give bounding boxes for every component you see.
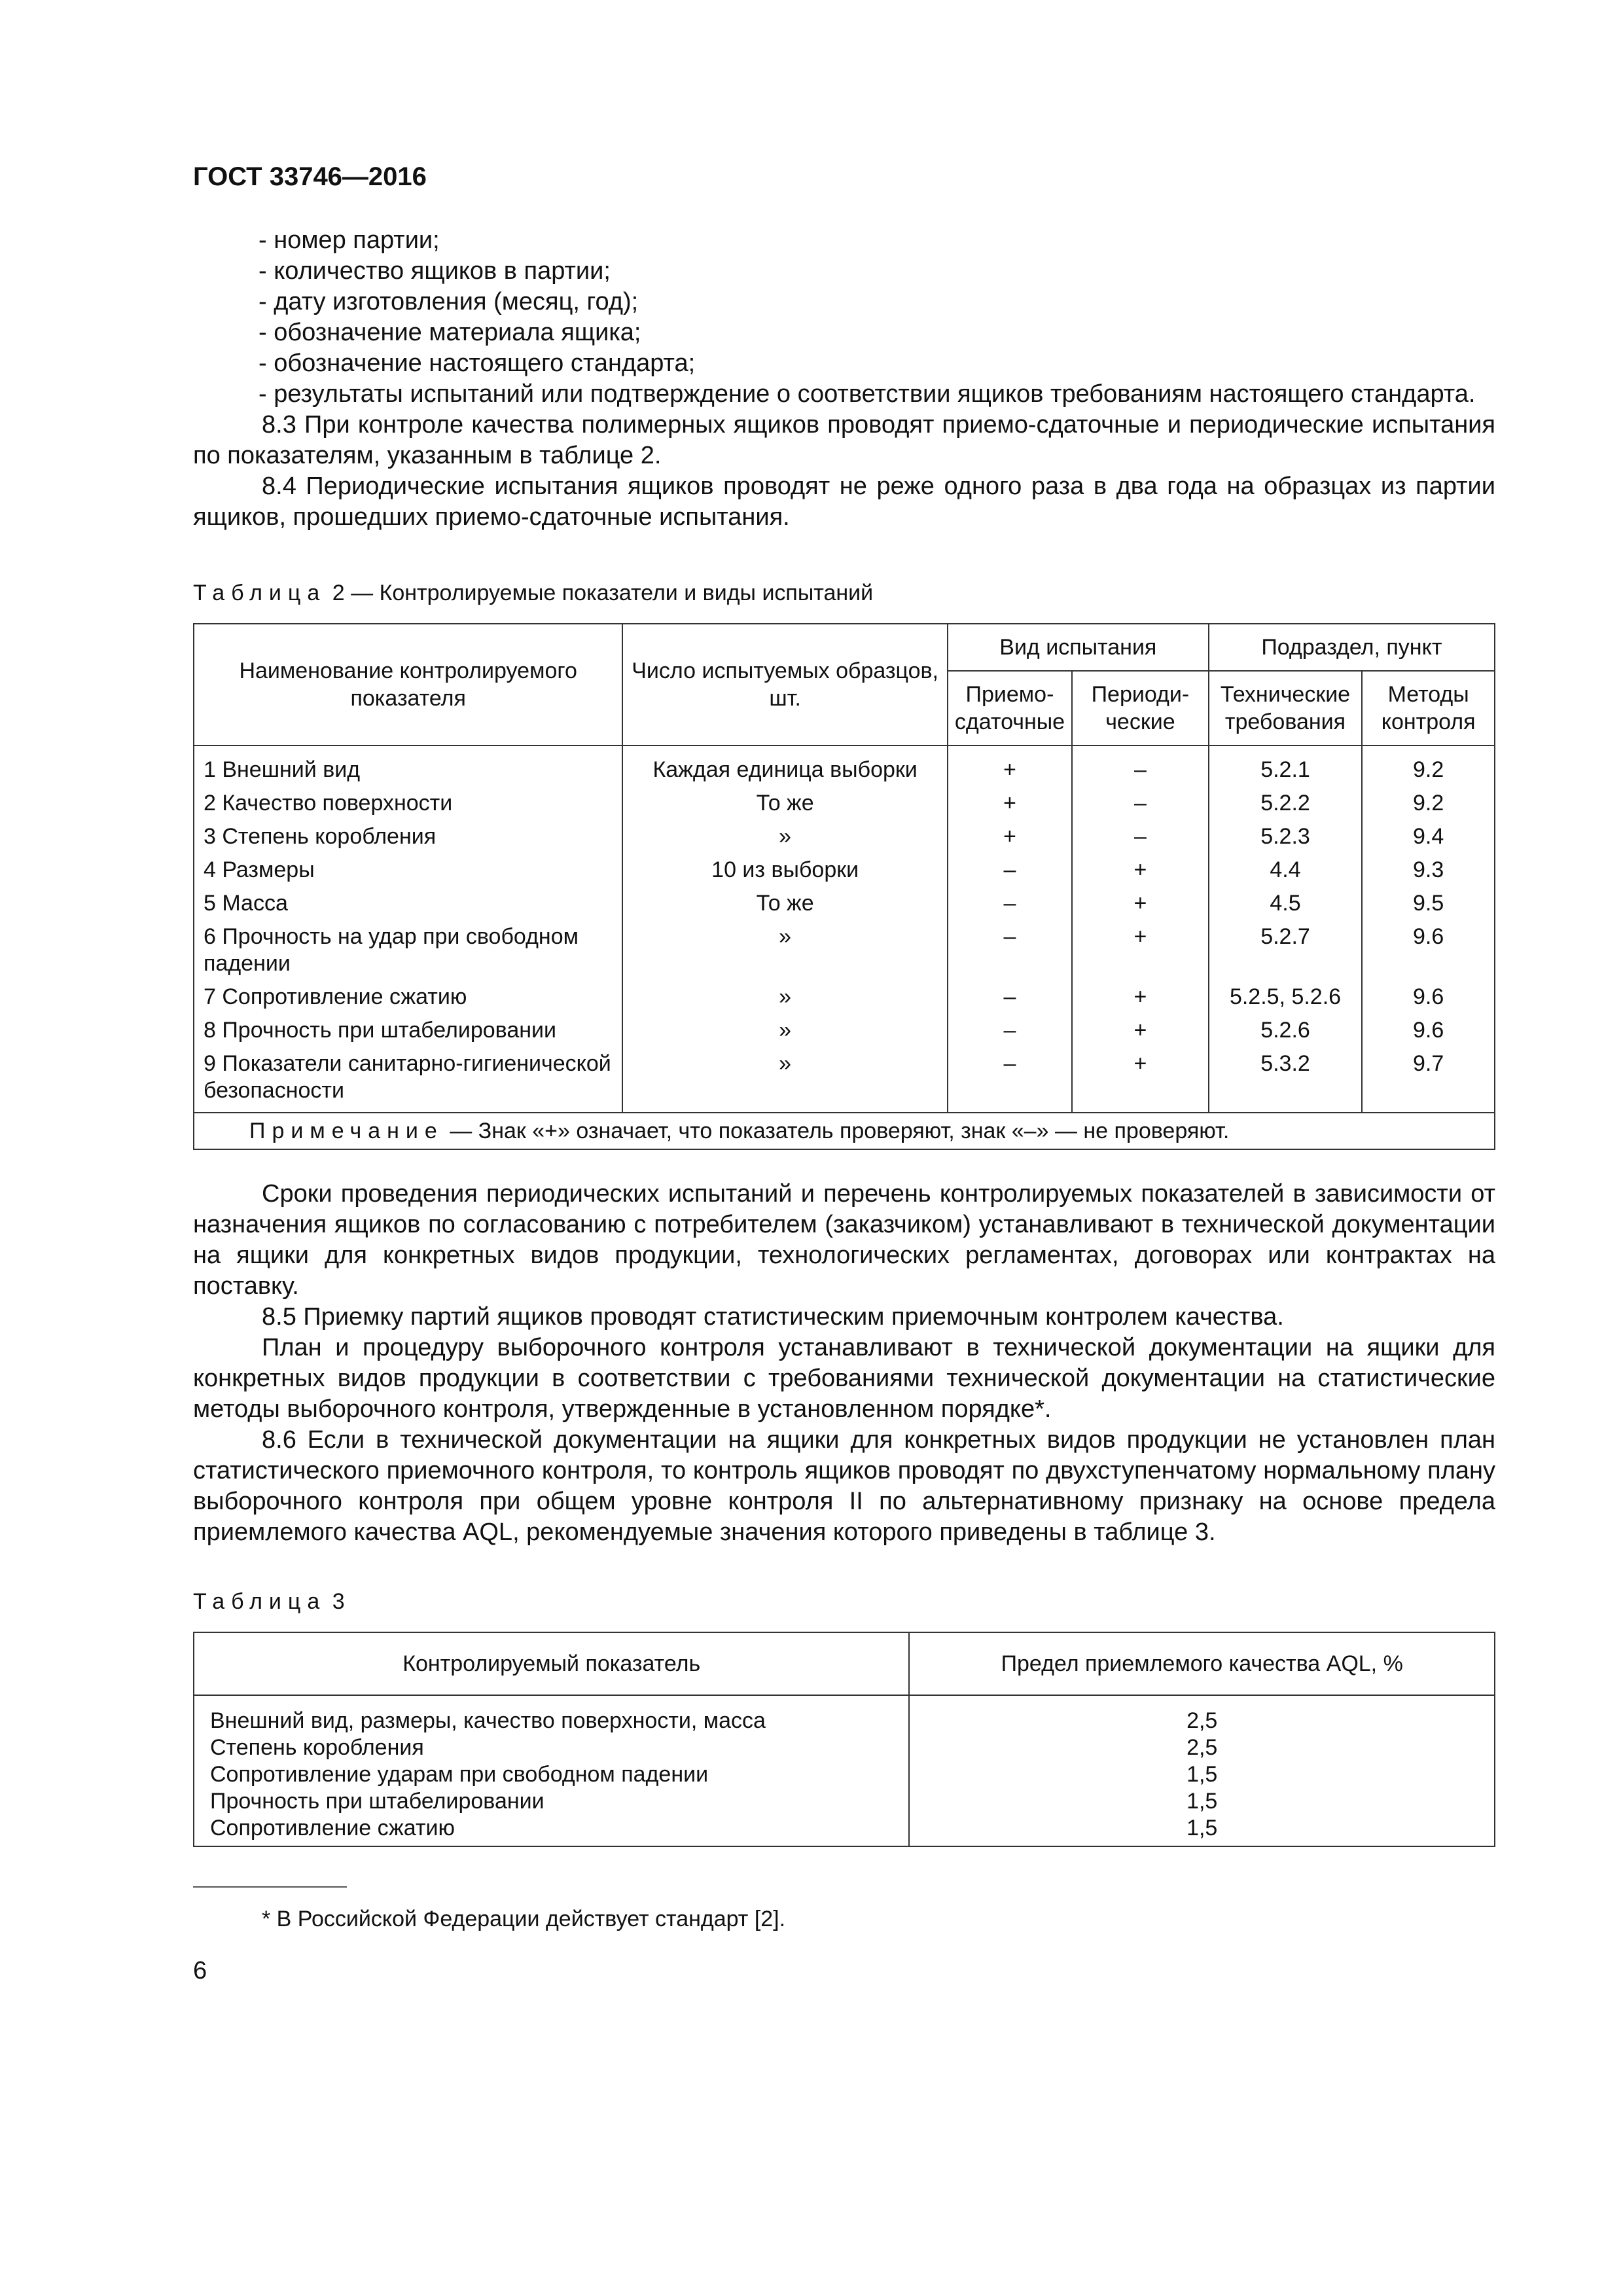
- intro-list: [193, 225, 1495, 410]
- row-count-cell: 10 из выборки: [622, 853, 948, 887]
- indicator-item: Внешний вид, размеры, качество поверхности, масса: [210, 1708, 766, 1733]
- paragraph-plan: План и процедуру выборочного контроля устанавливают в технической документации на ящики для конкретных видов продукции в соответствии с требованиями технической документации на статистические методы выборочного контроля, утвержденные в установленном порядке*.: [193, 1334, 1495, 1423]
- row-acceptance-cell: –: [948, 887, 1072, 920]
- col-header-indicator: Контролируемый показатель: [194, 1632, 909, 1695]
- row-name-cell: 8 Прочность при штабелировании: [194, 1014, 622, 1047]
- table-row: [194, 1014, 1495, 1047]
- col-header-methods: Методы контроля: [1362, 671, 1495, 745]
- row-methods-cell: 9.2: [1362, 787, 1495, 820]
- table-row: [194, 980, 1495, 1014]
- row-acceptance-cell: +: [948, 820, 1072, 853]
- row-periodic-cell: +: [1072, 920, 1209, 980]
- col-header-section: Подраздел, пункт: [1209, 624, 1495, 671]
- row-methods-cell: 9.5: [1362, 887, 1495, 920]
- row-methods-cell: 9.3: [1362, 853, 1495, 887]
- aql-value: 2,5: [1186, 1735, 1218, 1760]
- row-periodic-cell: +: [1072, 887, 1209, 920]
- row-name-cell: 3 Степень коробления: [194, 820, 622, 853]
- paragraph-8-6: 8.6 Если в технической документации на ящики для конкретных видов продукции не установлен план статистического приемочного контроля, то контроль ящиков проводят по двухступенчатому нормальному плану выборочного контроля при общем уровне контроля II по альтернативному признаку на основе предела приемлемого качества AQL, рекомендуемые значения которого приведены в таблице 3.: [193, 1426, 1495, 1546]
- row-count-cell: Каждая единица выборки: [622, 745, 948, 787]
- col-header-acceptance: Приемо-сдаточные: [948, 671, 1072, 745]
- table-3: [193, 1632, 1495, 1847]
- row-tech-req-cell: 5.3.2: [1209, 1047, 1363, 1113]
- row-name-cell: 5 Масса: [194, 887, 622, 920]
- row-count-cell: »: [622, 820, 948, 853]
- row-periodic-cell: –: [1072, 820, 1209, 853]
- row-count-cell: »: [622, 1047, 948, 1113]
- list-item: - результаты испытаний или подтверждение о соответствии ящиков требованиям настоящего стандарта.: [259, 380, 1476, 408]
- table-row: [194, 820, 1495, 853]
- row-methods-cell: 9.6: [1362, 920, 1495, 980]
- col-header-aql: Предел приемлемого качества AQL, %: [909, 1632, 1495, 1695]
- row-name-cell: 6 Прочность на удар при свободном падении: [194, 920, 622, 980]
- row-name-cell: 4 Размеры: [194, 853, 622, 887]
- row-tech-req-cell: 5.2.7: [1209, 920, 1363, 980]
- row-name-cell: 2 Качество поверхности: [194, 787, 622, 820]
- row-periodic-cell: +: [1072, 1047, 1209, 1113]
- row-acceptance-cell: –: [948, 853, 1072, 887]
- table-row: [194, 853, 1495, 887]
- table2-caption-text: 2 — Контролируемые показатели и виды испытаний: [332, 581, 874, 605]
- row-count-cell: »: [622, 1014, 948, 1047]
- paragraph-8-3: 8.3 При контроле качества полимерных ящиков проводят приемо-сдаточные и периодические испытания по показателям, указанным в таблице 2.: [193, 411, 1495, 469]
- list-item: - дату изготовления (месяц, год);: [259, 288, 639, 315]
- table-row: [194, 745, 1495, 787]
- aql-value: 1,5: [1186, 1789, 1218, 1814]
- row-methods-cell: 9.2: [1362, 745, 1495, 787]
- row-acceptance-cell: –: [948, 1047, 1072, 1113]
- document-page: [193, 157, 1495, 1985]
- table3-caption: [193, 1587, 1495, 1616]
- table-row: [194, 920, 1495, 980]
- row-name-cell: 7 Сопротивление сжатию: [194, 980, 622, 1014]
- row-tech-req-cell: 4.5: [1209, 887, 1363, 920]
- footnote: * В Российской Федерации действует стандарт [2].: [262, 1907, 786, 1931]
- indicator-item: Сопротивление сжатию: [210, 1816, 455, 1840]
- row-periodic-cell: +: [1072, 980, 1209, 1014]
- row-periodic-cell: +: [1072, 1014, 1209, 1047]
- list-item: - количество ящиков в партии;: [259, 257, 611, 285]
- row-tech-req-cell: 5.2.5, 5.2.6: [1209, 980, 1363, 1014]
- row-count-cell: То же: [622, 787, 948, 820]
- footnote-divider: [193, 1886, 347, 1888]
- row-tech-req-cell: 5.2.6: [1209, 1014, 1363, 1047]
- row-acceptance-cell: –: [948, 920, 1072, 980]
- row-periodic-cell: +: [1072, 853, 1209, 887]
- row-methods-cell: 9.6: [1362, 1014, 1495, 1047]
- row-name-cell: 1 Внешний вид: [194, 745, 622, 787]
- table3-caption-num: 3: [332, 1589, 345, 1614]
- paragraph-terms: Сроки проведения периодических испытаний и перечень контролируемых показателей в зависимости от назначения ящиков по согласованию с потребителем (заказчиком) устанавливают в технической документации на ящики для конкретных видов продукции, технологических регламентах, договорах или контрактах на поставку.: [193, 1180, 1495, 1300]
- row-count-cell: То же: [622, 887, 948, 920]
- list-item: - номер партии;: [259, 226, 440, 254]
- col-header-periodic: Периоди-ческие: [1072, 671, 1209, 745]
- table-row: [194, 1047, 1495, 1113]
- note-text: — Знак «+» означает, что показатель проверяют, знак «–» — не проверяют.: [450, 1119, 1230, 1143]
- row-methods-cell: 9.4: [1362, 820, 1495, 853]
- indicator-item: Прочность при штабелировании: [210, 1789, 544, 1814]
- page-number: 6: [193, 1957, 207, 1984]
- col-header-tech-req: Технические требования: [1209, 671, 1363, 745]
- aql-list: [909, 1695, 1495, 1846]
- paragraph-8-5: 8.5 Приемку партий ящиков проводят статистическим приемочным контролем качества.: [262, 1303, 1284, 1331]
- row-tech-req-cell: 4.4: [1209, 853, 1363, 887]
- document-code: ГОСТ 33746—2016: [193, 162, 427, 191]
- row-periodic-cell: –: [1072, 745, 1209, 787]
- indicator-list: [194, 1695, 909, 1846]
- table3-caption-label: Таблица: [193, 1589, 327, 1614]
- indicator-item: Степень коробления: [210, 1735, 424, 1760]
- row-methods-cell: 9.6: [1362, 980, 1495, 1014]
- row-count-cell: »: [622, 980, 948, 1014]
- list-item: - обозначение материала ящика;: [259, 319, 641, 346]
- aql-value: 1,5: [1186, 1762, 1218, 1787]
- col-header-test-type: Вид испытания: [948, 624, 1209, 671]
- col-header-count: Число испытуемых образцов, шт.: [622, 624, 948, 745]
- row-tech-req-cell: 5.2.1: [1209, 745, 1363, 787]
- row-acceptance-cell: +: [948, 787, 1072, 820]
- list-item: - обозначение настоящего стандарта;: [259, 350, 696, 377]
- table2-note: [194, 1113, 1495, 1149]
- aql-value: 2,5: [1186, 1708, 1218, 1733]
- col-header-name: Наименование контролируемого показателя: [194, 624, 622, 745]
- row-acceptance-cell: +: [948, 745, 1072, 787]
- table2-caption-label: Таблица: [193, 581, 327, 605]
- indicator-item: Сопротивление ударам при свободном падении: [210, 1762, 709, 1787]
- table-2: [193, 623, 1495, 1150]
- row-tech-req-cell: 5.2.2: [1209, 787, 1363, 820]
- note-label: Примечание: [249, 1119, 444, 1143]
- row-periodic-cell: –: [1072, 787, 1209, 820]
- table-row: [194, 887, 1495, 920]
- paragraph-8-4: 8.4 Периодические испытания ящиков проводят не реже одного раза в два года на образцах из партии ящиков, прошедших приемо-сдаточные испытания.: [193, 473, 1495, 531]
- row-count-cell: »: [622, 920, 948, 980]
- table2-caption: [193, 579, 1495, 607]
- row-tech-req-cell: 5.2.3: [1209, 820, 1363, 853]
- row-acceptance-cell: –: [948, 1014, 1072, 1047]
- row-name-cell: 9 Показатели санитарно-гигиенической безопасности: [194, 1047, 622, 1113]
- row-acceptance-cell: –: [948, 980, 1072, 1014]
- aql-value: 1,5: [1186, 1816, 1218, 1840]
- table-row: [194, 787, 1495, 820]
- row-methods-cell: 9.7: [1362, 1047, 1495, 1113]
